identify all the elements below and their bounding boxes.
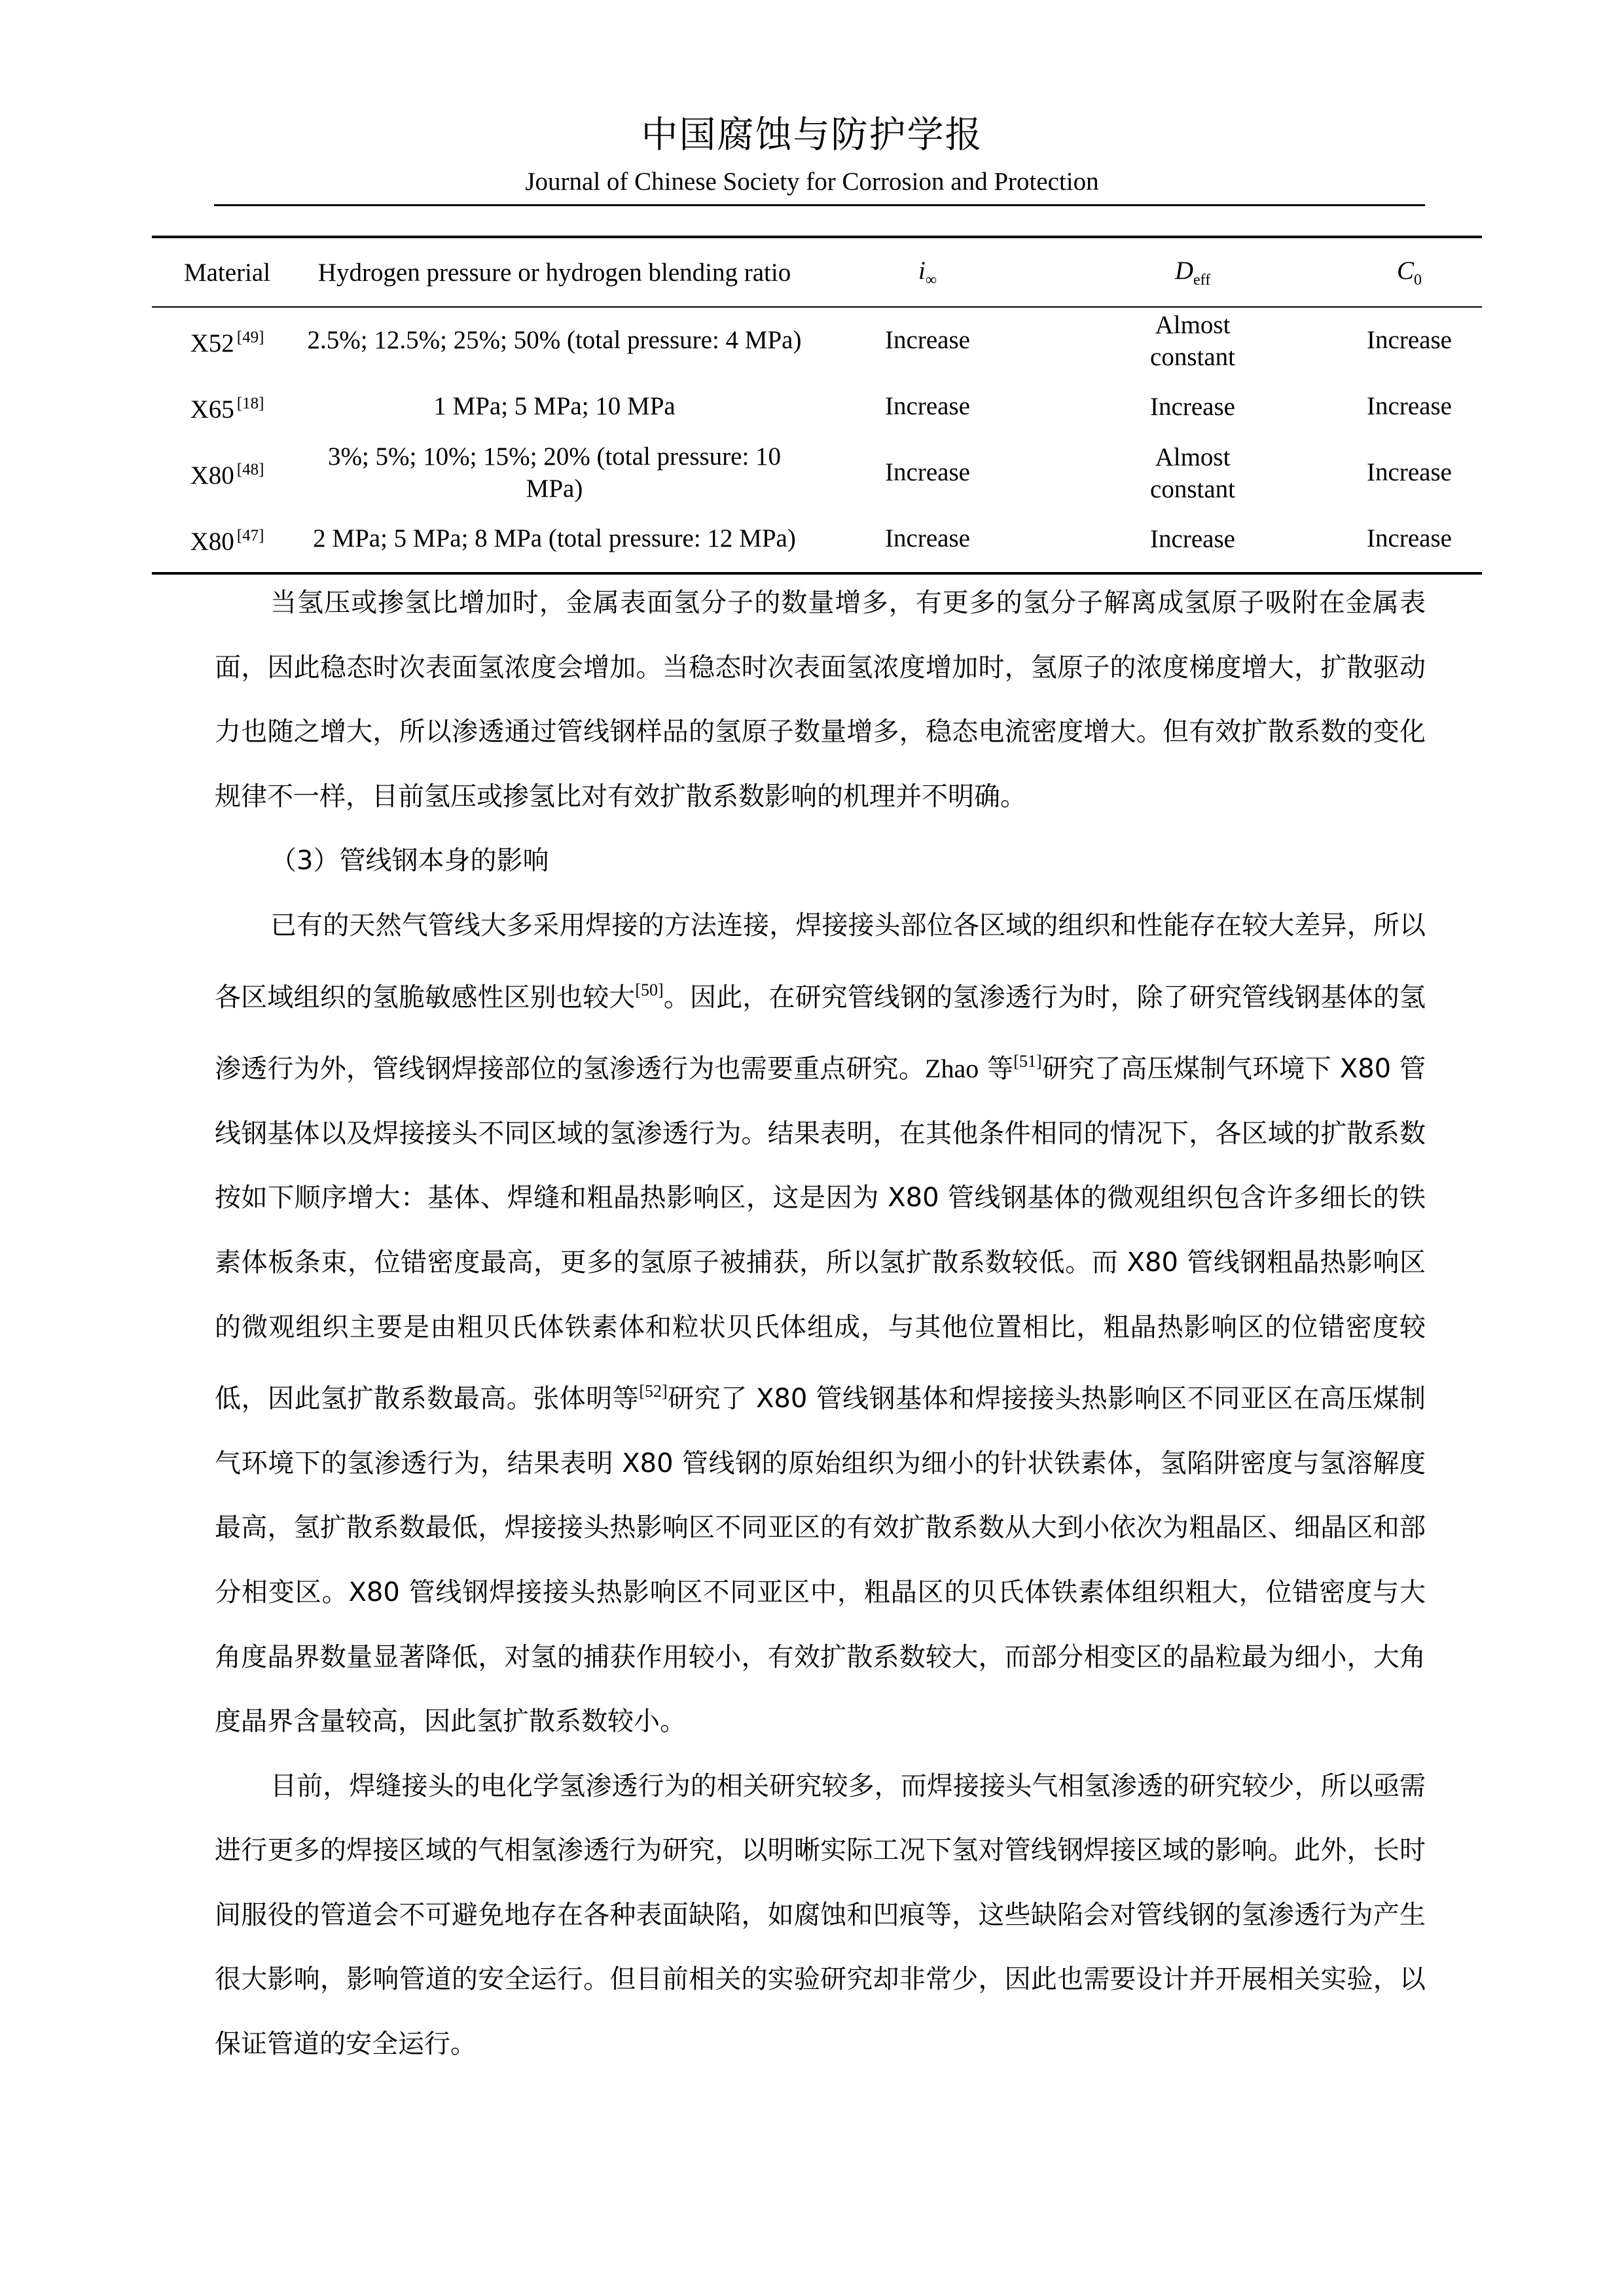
paragraph-2-text-a: 已有的天然气管线大多采用焊接的方法连接，焊接接头部位各区域的组织和性能存在较大差异，所以各区域组织的氢脆敏感性区别也较大 [215, 910, 1426, 1013]
header-divider [214, 204, 1425, 206]
section-heading: （3）管线钢本身的影响 [270, 846, 549, 876]
cell-material [152, 506, 302, 573]
cell-d-eff [1049, 440, 1337, 506]
cell-i-inf: Increase [885, 458, 970, 486]
citation-52: [52] [639, 1382, 668, 1401]
material-name: X65 [190, 395, 234, 423]
d-eff-line-1: Almost [1155, 442, 1231, 471]
paragraph-2-text-e: 研究了 X80 管线钢基体和焊接接头热影响区不同亚区在高压煤制气环境下的氢渗透行为，结果表明 X80 管线钢的原始组织为细小的针状铁素体，氢陷阱密度与氢溶解度最高，氢扩散系数最低，焊接接头热影响区不同亚区的有效扩散系数从大到小依次为粗晶区、细晶区和部分相变区。X80 管线钢焊接接头热影响区不同亚区中，粗晶区的贝氏体铁素体组织粗大，位错密度与大角度晶界数量显著降低，对氢的捕获作用较小，有效扩散系数较大，而部分相变区的晶粒最为细小，大角度晶界含量较高，因此氢扩散系数较小。 [215, 1384, 1426, 1737]
table-row [152, 506, 1482, 573]
header-d-subscript: eff [1193, 271, 1211, 289]
table-row [152, 440, 1482, 506]
cell-i-inf: Increase [885, 326, 970, 354]
material-name: X80 [190, 461, 234, 490]
paragraph-3: 目前，焊缝接头的电化学氢渗透行为的相关研究较多，而焊接接头气相氢渗透的研究较少，所以亟需进行更多的焊接区域的气相氢渗透行为研究，以明晰实际工况下氢对管线钢焊接区域的影响。此外，长时间服役的管道会不可避免地存在各种表面缺陷，如腐蚀和凹痕等，这些缺陷会对管线钢的氢渗透行为产生很大影响，影响管道的安全运行。但目前相关的实验研究却非常少，因此也需要设计并开展相关实验，以保证管道的安全运行。 [215, 1770, 1426, 2060]
paragraph-2-text-c: 等 [979, 1054, 1014, 1085]
cell-c0: Increase [1367, 458, 1452, 486]
citation-50: [50] [635, 980, 664, 999]
cell-d-eff [1049, 307, 1337, 374]
journal-title-chinese: 中国腐蚀与防护学报 [641, 114, 983, 156]
material-reference: [47] [236, 526, 264, 545]
header-material: Material [152, 237, 302, 307]
table-row [152, 374, 1482, 440]
header-i-inf [806, 237, 1049, 307]
d-eff-line-2: constant [1150, 475, 1235, 503]
header-d-eff [1049, 237, 1337, 307]
material-name: X80 [190, 527, 234, 556]
cell-hydrogen: 3%; 5%; 10%; 15%; 20% (total pressure: 10 MPa) [327, 442, 782, 503]
cell-i-inf: Increase [806, 506, 1049, 573]
material-reference: [48] [236, 460, 264, 478]
citation-51: [51] [1013, 1052, 1042, 1071]
cell-material [152, 374, 302, 440]
cell-material [152, 307, 302, 374]
header-d-symbol: D [1174, 256, 1193, 285]
header-i-symbol: i [918, 256, 926, 285]
paragraph-2-text-b: 。因此，在研究管线钢的氢渗透行为时，除了研究管线钢基体的氢渗透行为外，管线钢焊接部位的氢渗透行为也需要重点研究。 [215, 982, 1426, 1085]
cell-c0: Increase [1337, 506, 1482, 573]
table-header-row [152, 237, 1482, 307]
material-name: X52 [190, 329, 234, 357]
cell-hydrogen: 2.5%; 12.5%; 25%; 50% (total pressure: 4 MPa) [307, 326, 802, 354]
paragraph-2 [215, 893, 1426, 1754]
d-eff-line-2: constant [1150, 342, 1235, 371]
header-c0 [1337, 237, 1482, 307]
d-eff-line-1: Almost [1155, 310, 1231, 339]
hydrogen-permeation-table [152, 236, 1482, 575]
header-c-symbol: C [1396, 256, 1414, 285]
cell-c0: Increase [1367, 326, 1452, 354]
header-hydrogen-pressure: Hydrogen pressure or hydrogen blending ratio [302, 237, 806, 307]
body-text [215, 571, 1426, 2077]
cell-c0: Increase [1367, 392, 1452, 420]
material-reference: [18] [236, 394, 264, 412]
material-reference: [49] [236, 328, 264, 346]
cell-hydrogen: 2 MPa; 5 MPa; 8 MPa (total pressure: 12 MPa) [302, 506, 806, 573]
cell-d-eff: Increase [1049, 506, 1337, 573]
paragraph-2-text-d: 研究了高压煤制气环境下 X80 管线钢基体以及焊接接头不同区域的氢渗透行为。结果表明，在其他条件相同的情况下，各区域的扩散系数按如下顺序增大：基体、焊缝和粗晶热影响区，这是因为 X80 管线钢基体的微观组织包含许多细长的铁素体板条束，位错密度最高，更多的氢原子被捕获，所以氢扩散系数较低。而 X80 管线钢粗晶热影响区的微观组织主要是由粗贝氏体铁素体和粒状贝氏体组成，与其他位置相比，粗晶热影响区的位错密度较低，因此氢扩散系数最高。张体明等 [215, 1054, 1426, 1414]
cell-hydrogen: 1 MPa; 5 MPa; 10 MPa [433, 392, 676, 420]
paragraph-1: 当氢压或掺氢比增加时，金属表面氢分子的数量增多，有更多的氢分子解离成氢原子吸附在金属表面，因此稳态时次表面氢浓度会增加。当稳态时次表面氢浓度增加时，氢原子的浓度梯度增大，扩散驱动力也随之增大，所以渗透通过管线钢样品的氢原子数量增多，稳态电流密度增大。但有效扩散系数的变化规律不一样，目前氢压或掺氢比对有效扩散系数影响的机理并不明确。 [215, 588, 1426, 812]
cell-material [152, 440, 302, 506]
cell-d-eff: Increase [1150, 393, 1235, 421]
header-i-subscript: ∞ [925, 271, 937, 289]
journal-title-english: Journal of Chinese Society for Corrosion and Protection [525, 168, 1099, 196]
author-zhao: Zhao [925, 1054, 979, 1084]
cell-i-inf: Increase [885, 392, 970, 420]
table-row [152, 307, 1482, 374]
header-c-subscript: 0 [1414, 271, 1422, 289]
